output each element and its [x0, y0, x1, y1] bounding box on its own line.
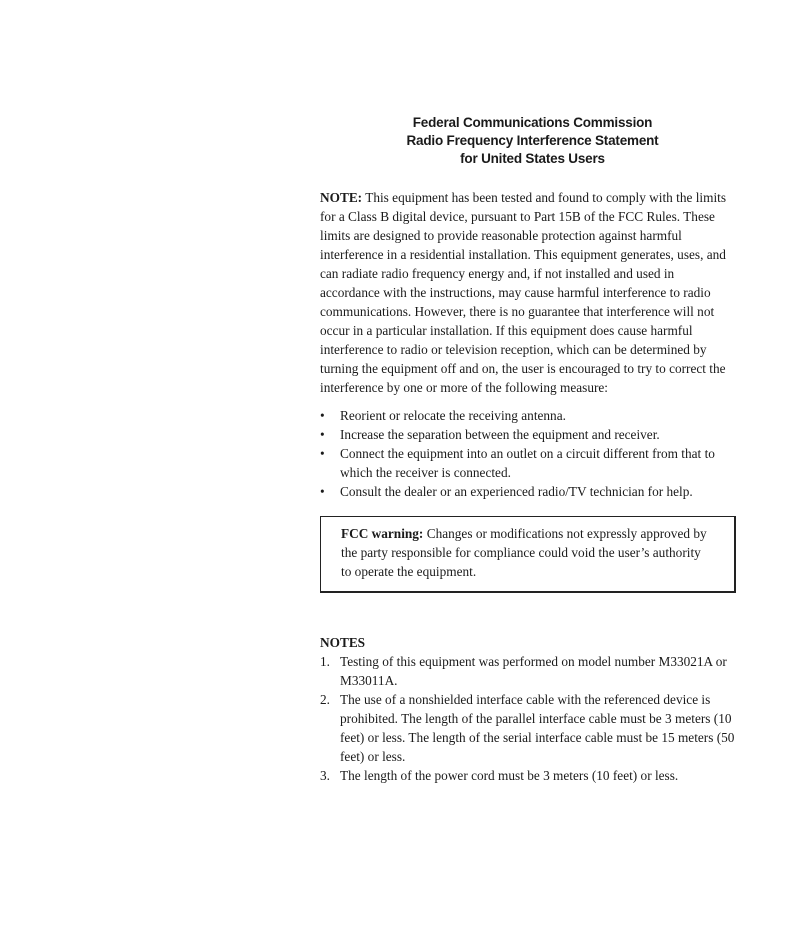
list-item — [320, 406, 735, 425]
list-item — [320, 690, 735, 766]
list-item — [320, 482, 735, 501]
page-title — [330, 114, 735, 168]
bullet-marker: • — [320, 408, 325, 423]
note-label: NOTE: — [320, 190, 363, 205]
list-item-text: Connect the equipment into an outlet on a circuit different from that to which the receiver is connected. — [340, 446, 715, 480]
note-paragraph — [320, 188, 735, 397]
fcc-warning-label: FCC warning: — [341, 526, 424, 541]
fcc-warning-box — [320, 516, 736, 593]
title-line-3: for United States Users — [460, 151, 605, 166]
bullet-marker: • — [320, 427, 325, 442]
bullet-marker: • — [320, 484, 325, 499]
note-text: This equipment has been tested and found to comply with the limits for a Class B digital device, pursuant to Part 15B of the FCC Rules. These limits are designed to provide reasonable protection against harmful interference in a residential installation. This equipment generates, uses, and can radiate radio frequency energy and, if not installed and used in accordance with the instructions, may cause harmful interference to radio communications. However, there is no guarantee that interference will not occur in a particular installation. If this equipment does cause harmful interference to radio or television reception, which can be determined by turning the equipment off and on, the user is encouraged to try to correct the interference by one or more of the following measure: — [320, 190, 727, 395]
fcc-warning-body: Changes or modifications not expressly approved by the party responsible for compliance could void the user’s authority to operate the equipment. — [341, 526, 707, 579]
list-item — [320, 766, 735, 785]
note-number: 1. — [320, 654, 330, 669]
notes-heading: NOTES — [320, 635, 366, 650]
list-item-text: Increase the separation between the equipment and receiver. — [340, 427, 660, 442]
list-item-text: Consult the dealer or an experienced radio/TV technician for help. — [340, 484, 693, 499]
list-item — [320, 444, 735, 482]
title-line-1: Federal Communications Commission — [412, 115, 653, 130]
list-item-text: The length of the power cord must be 3 meters (10 feet) or less. — [340, 768, 679, 783]
fcc-warning-text — [341, 524, 714, 581]
list-item-text: Testing of this equipment was performed on model number M33021A or M33011A. — [340, 654, 727, 688]
list-item — [320, 425, 735, 444]
note-number: 2. — [320, 692, 330, 707]
bullet-marker: • — [320, 446, 325, 461]
title-line-2: Radio Frequency Interference Statement — [406, 133, 659, 148]
document-page — [320, 114, 735, 785]
notes-list — [320, 652, 735, 785]
list-item-text: The use of a nonshielded interface cable with the referenced device is prohibited. The length of the parallel interface cable must be 3 meters (10 feet) or less. The length of the serial interface cable must be 15 meters (50 feet) or less. — [340, 692, 735, 764]
measures-list — [320, 406, 735, 501]
list-item-text: Reorient or relocate the receiving antenna. — [340, 408, 566, 423]
list-item — [320, 652, 735, 690]
note-number: 3. — [320, 768, 330, 783]
